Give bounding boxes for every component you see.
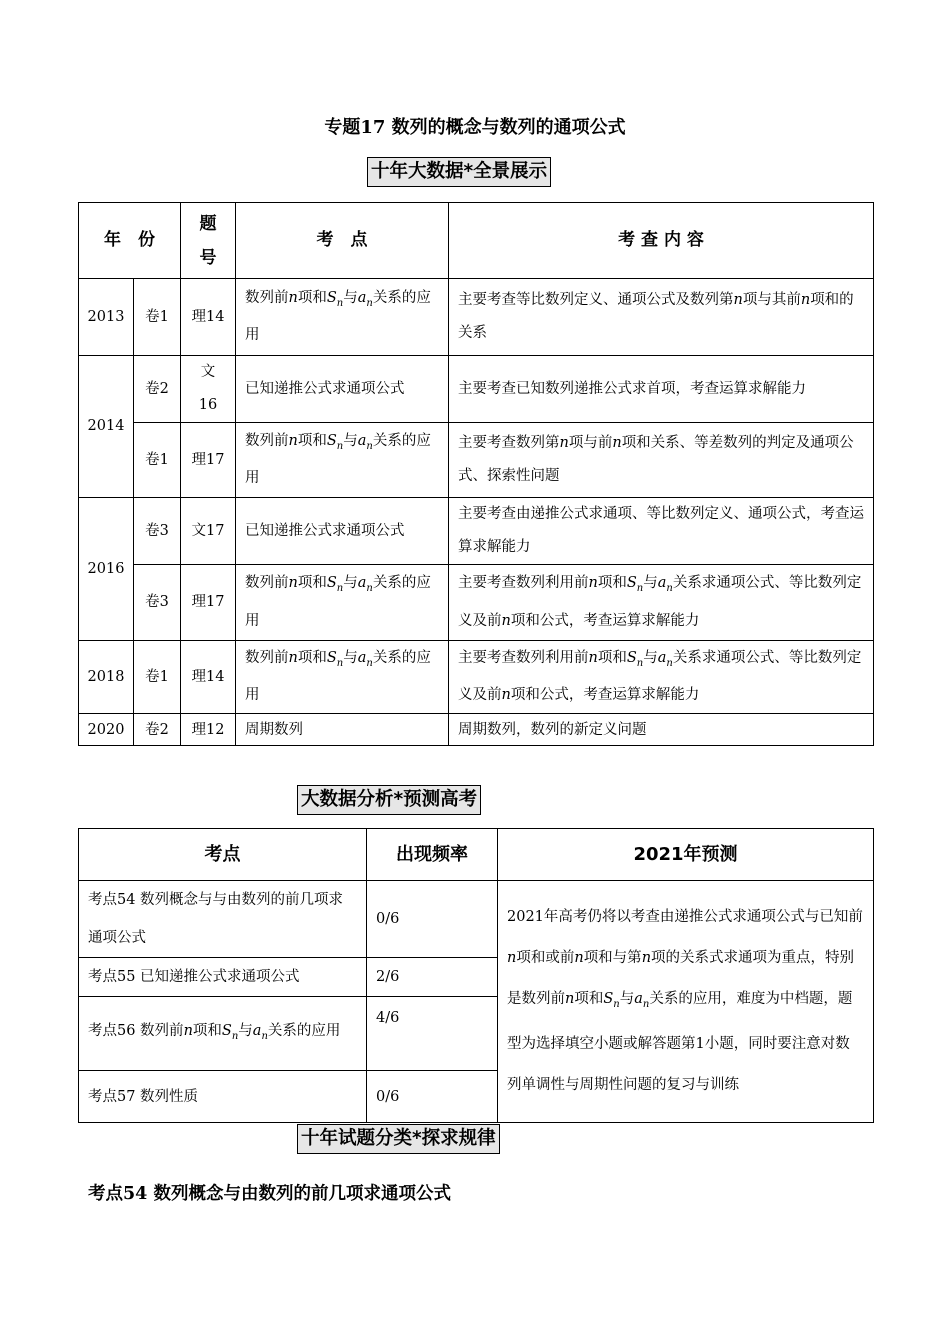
table-row — [79, 356, 874, 423]
cell-content: 主要考查数列第n项与前n项和关系、等差数列的判定及通项公式、探索性问题 — [449, 423, 874, 498]
cell-number: 理14 — [181, 279, 236, 356]
cell-paper: 卷1 — [134, 641, 181, 714]
cell-number: 文16 — [181, 356, 236, 423]
heading-classification: 十年试题分类*探求规律 — [297, 1124, 500, 1154]
cell-point: 考点54 数列概念与与由数列的前几项求通项公式 — [79, 881, 367, 958]
document-title: 专题17 数列的概念与数列的通项公式 — [324, 117, 626, 138]
header-prediction: 2021年预测 — [498, 829, 874, 881]
cell-content: 主要考查已知数列递推公式求首项，考查运算求解能力 — [449, 356, 874, 423]
cell-number: 文17 — [181, 498, 236, 565]
header-frequency: 出现频率 — [367, 829, 498, 881]
cell-year: 2020 — [79, 714, 134, 746]
cell-paper: 卷2 — [134, 714, 181, 746]
cell-prediction: 2021年高考仍将以考查由递推公式求通项公式与已知前n项和或前n项和与第n项的关系式求通项为重点，特别是数列前n项和$S_n$与$a_n$关系的应用，难度为中档题，题型为选择填空小题或解答题第1小题，同时要注意对数列单调性与周期性问题的复习与训练 — [498, 881, 874, 1123]
cell-year: 2018 — [79, 641, 134, 714]
cell-content: 主要考查等比数列定义、通项公式及数列第n项与其前n项和的关系 — [449, 279, 874, 356]
header-topic: 考 点 — [236, 203, 449, 279]
table-row — [79, 881, 874, 958]
cell-year: 2014 — [79, 356, 134, 498]
cell-topic: 已知递推公式求通项公式 — [236, 356, 449, 423]
cell-frequency: 2/6 — [367, 958, 498, 997]
cell-number: 理14 — [181, 641, 236, 714]
cell-topic: 数列前n项和$S_n$与$a_n$关系的应用 — [236, 565, 449, 641]
cell-point: 考点56 数列前n项和$S_n$与$a_n$关系的应用 — [79, 997, 367, 1071]
heading-big-data-analysis: 大数据分析*预测高考 — [297, 785, 481, 815]
cell-number: 理17 — [181, 565, 236, 641]
exam-history-table — [78, 202, 874, 746]
forecast-table — [78, 828, 874, 1123]
cell-paper: 卷1 — [134, 423, 181, 498]
header-year: 年 份 — [79, 203, 181, 279]
cell-topic: 数列前n项和$S_n$与$a_n$关系的应用 — [236, 279, 449, 356]
cell-paper: 卷1 — [134, 279, 181, 356]
table-row — [79, 714, 874, 746]
heading-ten-year-data: 十年大数据*全景展示 — [367, 157, 551, 187]
cell-frequency: 0/6 — [367, 1071, 498, 1123]
cell-content: 主要考查数列利用前n项和$S_n$与$a_n$关系求通项公式、等比数列定义及前n项和公式，考查运算求解能力 — [449, 641, 874, 714]
cell-paper: 卷3 — [134, 498, 181, 565]
cell-topic: 已知递推公式求通项公式 — [236, 498, 449, 565]
cell-point: 考点57 数列性质 — [79, 1071, 367, 1123]
cell-paper: 卷2 — [134, 356, 181, 423]
cell-paper: 卷3 — [134, 565, 181, 641]
cell-content: 主要考查由递推公式求通项、等比数列定义、通项公式，考查运算求解能力 — [449, 498, 874, 565]
header-content: 考 查 内 容 — [449, 203, 874, 279]
table-header-row — [79, 829, 874, 881]
table-row — [79, 279, 874, 356]
section-title: 考点54 数列概念与由数列的前几项求通项公式 — [88, 1184, 451, 1204]
cell-topic: 周期数列 — [236, 714, 449, 746]
cell-topic: 数列前n项和$S_n$与$a_n$关系的应用 — [236, 423, 449, 498]
table-row — [79, 565, 874, 641]
table-row — [79, 423, 874, 498]
table-row — [79, 641, 874, 714]
table-row — [79, 498, 874, 565]
cell-point: 考点55 已知递推公式求通项公式 — [79, 958, 367, 997]
cell-year: 2013 — [79, 279, 134, 356]
cell-content: 周期数列，数列的新定义问题 — [449, 714, 874, 746]
cell-topic: 数列前n项和$S_n$与$a_n$关系的应用 — [236, 641, 449, 714]
cell-content: 主要考查数列利用前n项和$S_n$与$a_n$关系求通项公式、等比数列定义及前n项和公式，考查运算求解能力 — [449, 565, 874, 641]
cell-frequency: 0/6 — [367, 881, 498, 958]
cell-number: 理12 — [181, 714, 236, 746]
header-point: 考点 — [79, 829, 367, 881]
table-header-row — [79, 203, 874, 279]
header-number: 题号 — [181, 203, 236, 279]
cell-frequency: 4/6 — [367, 997, 498, 1071]
cell-number: 理17 — [181, 423, 236, 498]
cell-year: 2016 — [79, 498, 134, 641]
